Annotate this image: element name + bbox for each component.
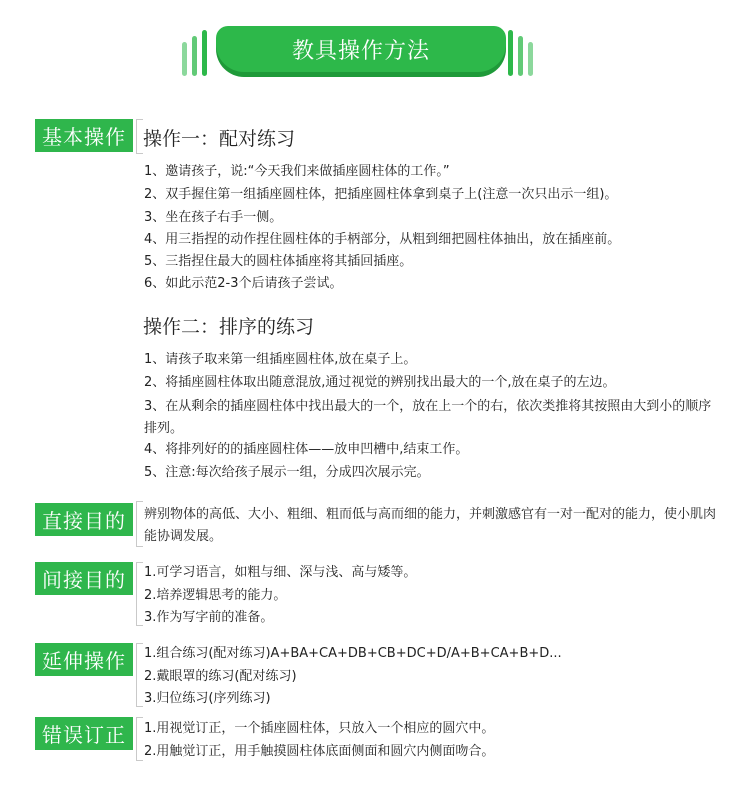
- divider: [136, 119, 143, 154]
- section-label-extend: 延伸操作: [35, 643, 133, 676]
- direct-purpose-text: 辨别物体的高低、大小、粗细、粗而低与高而细的能力，并刺激感官有一对一配对的能力，使小肌肉能协调发展。: [144, 507, 717, 544]
- correct-item: 2.用触觉订正，用手触摸圆柱体底面侧面和圆穴内侧面吻合。: [144, 744, 495, 759]
- op1-step: 1、邀请孩子，说:“今天我们来做插座圆柱体的工作。”: [144, 164, 450, 179]
- title-banner: [0, 0, 750, 90]
- op1-step: 3、坐在孩子右手一侧。: [144, 210, 283, 225]
- indirect-item: 1.可学习语言，如粗与细、深与浅、高与矮等。: [144, 565, 417, 580]
- op1-step: 6、如此示范2-3个后请孩子尝试。: [144, 276, 343, 291]
- divider: [136, 562, 143, 626]
- correct-item: 1.用视觉订正，一个插座圆柱体，只放入一个相应的圆穴中。: [144, 721, 495, 736]
- op1-heading: 操作一：配对练习: [143, 128, 296, 150]
- page-title: 教具操作方法: [291, 38, 430, 64]
- extend-item: 2.戴眼罩的练习(配对练习): [144, 669, 297, 684]
- section-label-basic: 基本操作: [35, 119, 133, 152]
- op1-step: 2、双手握住第一组插座圆柱体，把插座圆柱体拿到桌子上(注意一次只出示一组)。: [144, 187, 618, 202]
- extend-item: 1.组合练习(配对练习)A+BA+CA+DB+CB+DC+D/A+B+CA+B+D...: [144, 646, 562, 661]
- op2-step: 3、在从剩余的插座圆柱体中找出最大的一个，放在上一个的右，依次类推将其按照由大到小的顺序排列。: [144, 399, 712, 436]
- divider: [136, 501, 143, 547]
- op2-step: 4、将排列好的的插座圆柱体——放申凹槽中,结束工作。: [144, 442, 469, 457]
- indirect-item: 3.作为写字前的准备。: [144, 610, 274, 625]
- divider: [136, 643, 143, 707]
- op2-heading: 操作二：排序的练习: [143, 316, 315, 338]
- op2-step: 1、请孩子取来第一组插座圆柱体,放在桌子上。: [144, 352, 417, 367]
- section-label-correct: 错误订正: [35, 717, 133, 750]
- op1-step: 5、三指捏住最大的圆柱体插座将其插回插座。: [144, 254, 413, 269]
- op2-step: 5、注意:每次给孩子展示一组，分成四次展示完。: [144, 465, 430, 480]
- op2-step: 2、将插座圆柱体取出随意混放,通过视觉的辨别找出最大的一个,放在桌子的左边。: [144, 375, 616, 390]
- title-pill: [216, 26, 506, 72]
- divider: [136, 717, 143, 761]
- section-label-direct: 直接目的: [35, 503, 133, 536]
- indirect-item: 2.培养逻辑思考的能力。: [144, 588, 287, 603]
- extend-item: 3.归位练习(序列练习): [144, 691, 271, 706]
- op1-step: 4、用三指捏的动作捏住圆柱体的手柄部分，从粗到细把圆柱体抽出，放在插座前。: [144, 232, 621, 247]
- section-label-indirect: 间接目的: [35, 562, 133, 595]
